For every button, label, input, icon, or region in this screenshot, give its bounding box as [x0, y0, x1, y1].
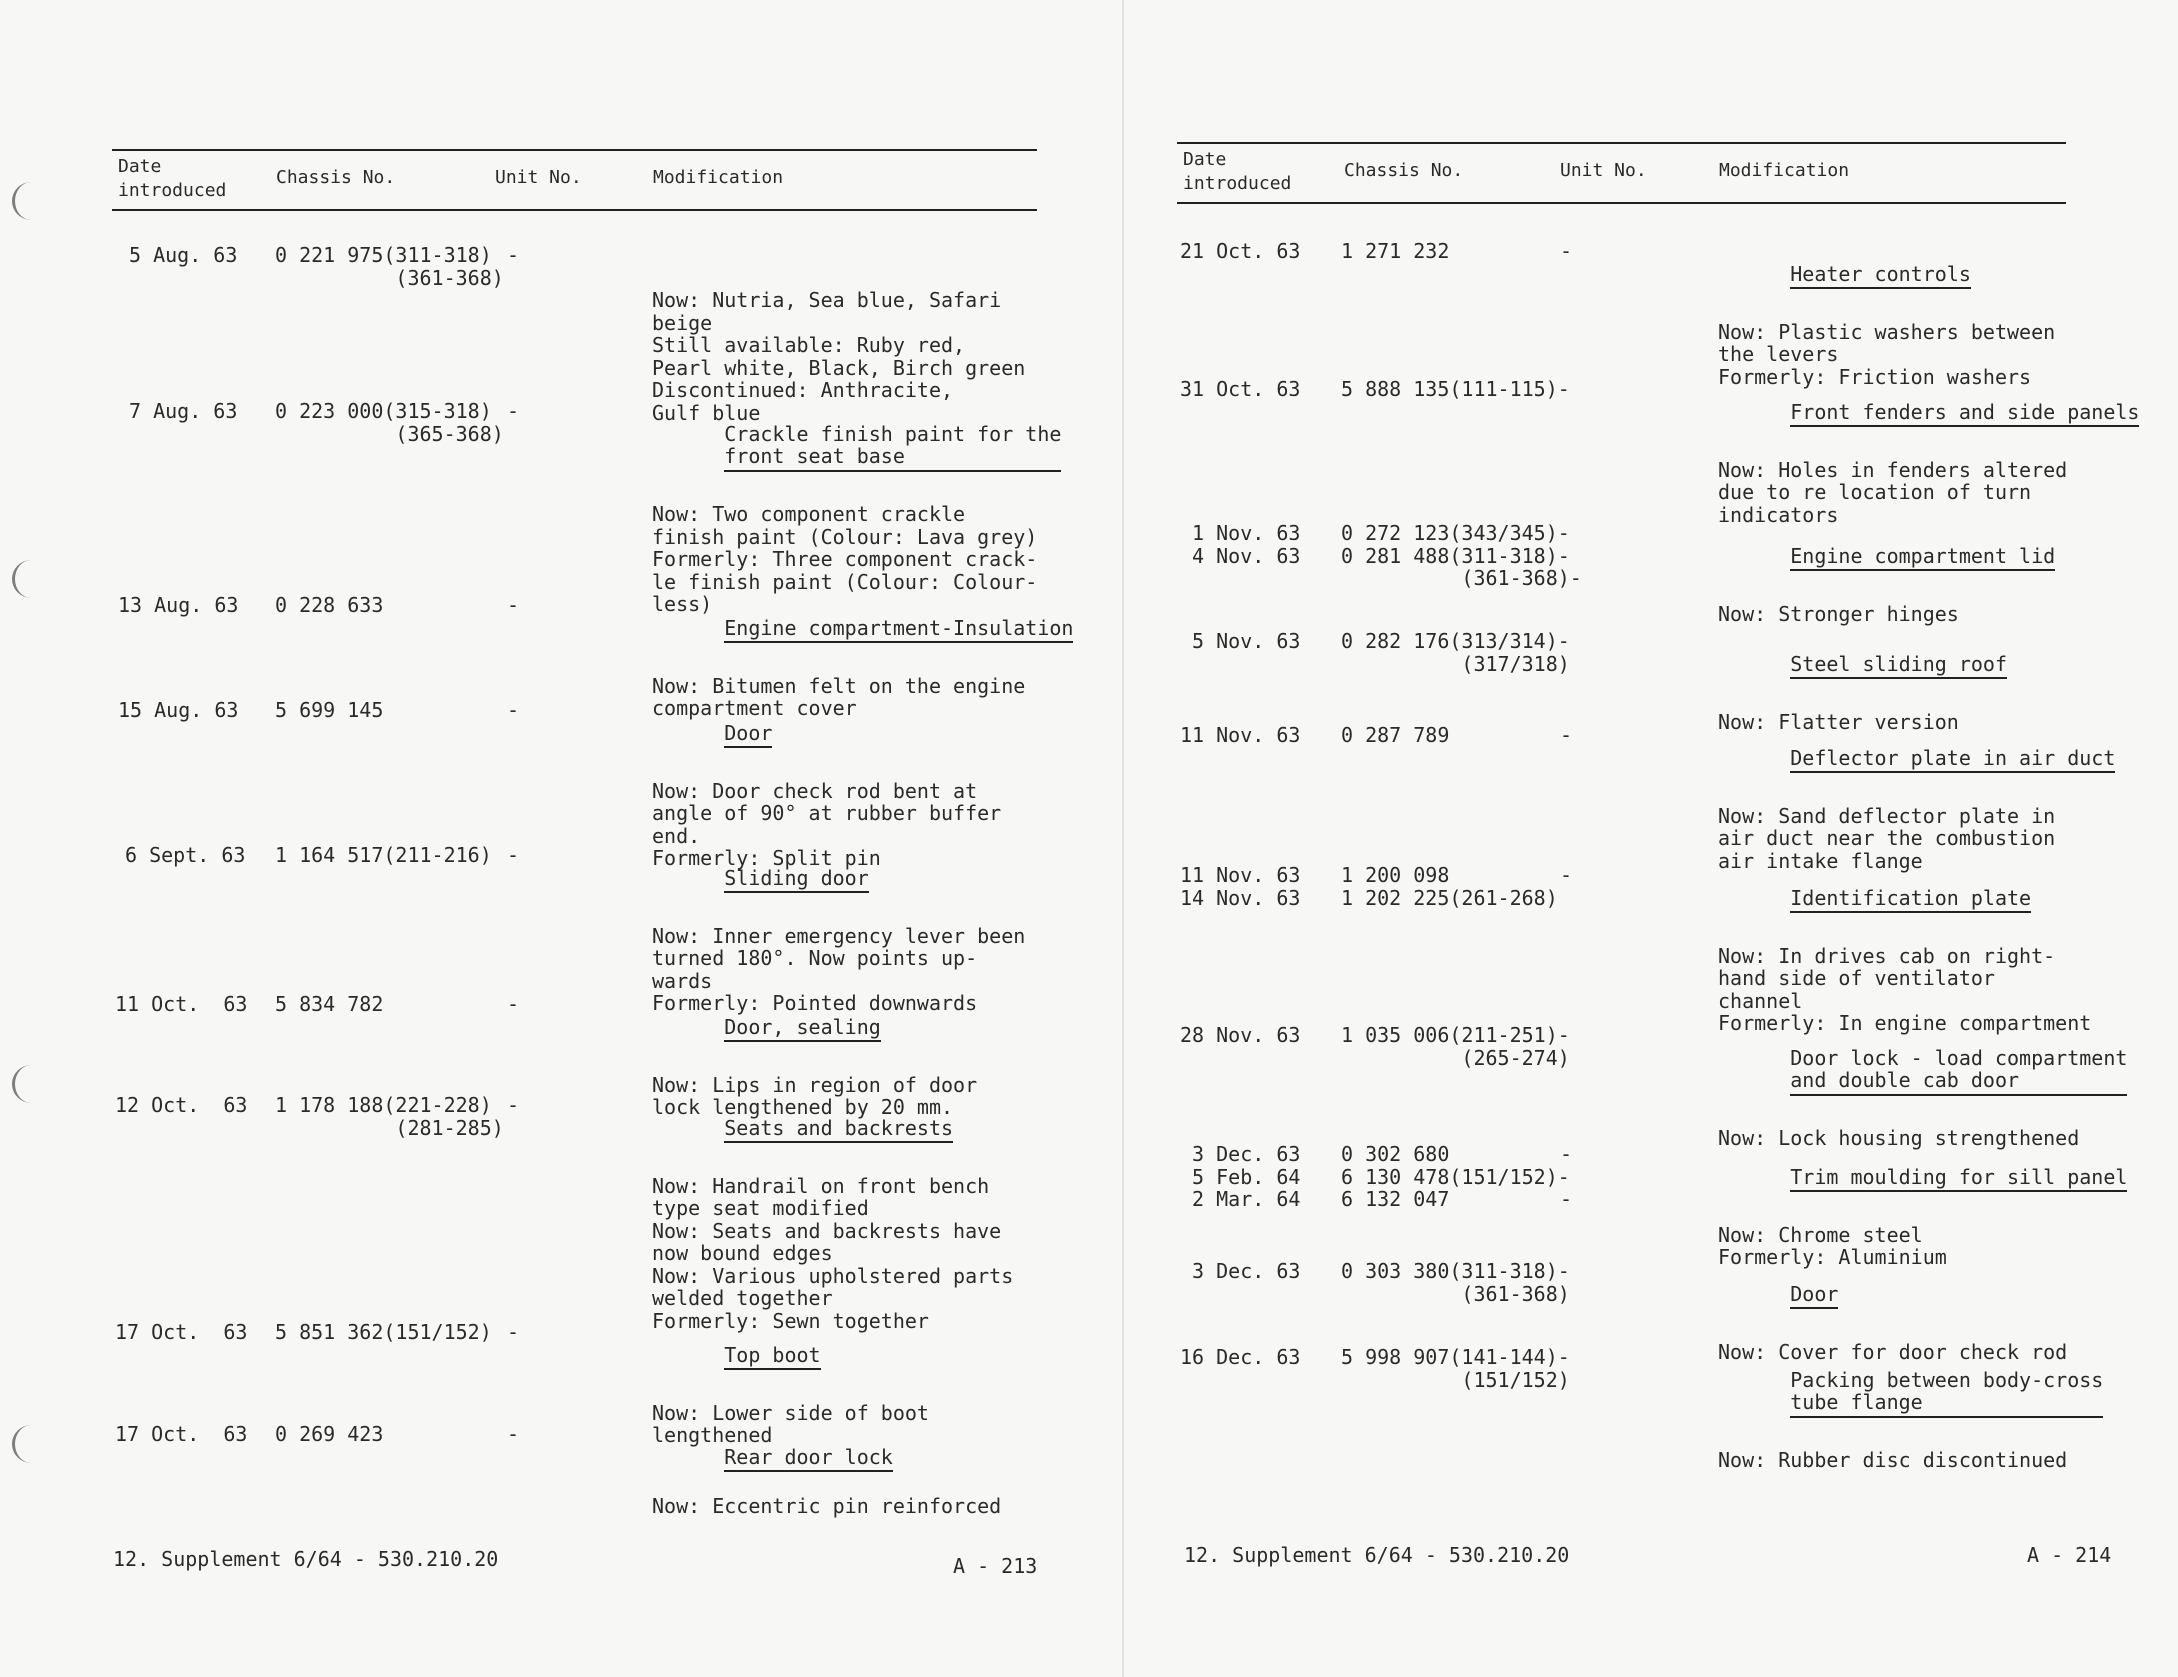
modification-description: Now: Stronger hinges: [1718, 601, 1959, 626]
modification-description: Now: Rubber disc discontinued: [1718, 1448, 2068, 1472]
modification-description: Now: Lock housing strengthened: [1718, 1126, 2080, 1150]
unit-cell: -: [1560, 723, 1573, 747]
modification-description: Now: Cover for door check rod: [1718, 1339, 2068, 1364]
date-cell: 7 Aug. 63: [129, 399, 238, 423]
modification-title: Door lock - load compartment and double cab door: [1790, 1047, 2127, 1096]
chassis-cell: 5 699 145: [275, 698, 384, 722]
modification-title: Front fenders and side panels: [1790, 401, 2139, 428]
chassis-cell: 0 228 633: [275, 593, 384, 617]
modification-title: Rear door lock: [724, 1446, 893, 1473]
unit-cell: -: [507, 1320, 520, 1344]
modification-description: Now: Lips in region of door lock lengthened by 20 mm.: [652, 1072, 978, 1119]
modification-description: Now: Nutria, Sea blue, Safari beige Still available: Ruby red, Pearl white, Black, Birch green Discontinued: Anthracite, Gulf blue: [652, 288, 1026, 425]
chassis-cell: 0 221 975(311-318) (361-368): [275, 243, 504, 290]
modification-title: Engine compartment-Insulation: [724, 617, 1073, 644]
unit-cell: -: [507, 843, 520, 867]
header-unit: Unit No.: [1560, 160, 1647, 181]
date-cell: 5 Nov. 63: [1180, 629, 1301, 653]
modification-title: Deflector plate in air duct: [1790, 747, 2115, 774]
modification-description: Now: Chrome steel Formerly: Aluminium: [1718, 1222, 1947, 1269]
modification-title: Top boot: [724, 1344, 820, 1371]
date-cell: 17 Oct. 63: [115, 1320, 248, 1344]
modification-title: Crackle finish paint for the front seat base: [724, 423, 1061, 472]
unit-cell: -: [507, 992, 520, 1016]
modification-title: Engine compartment lid: [1790, 545, 2055, 572]
modification-title: Seats and backrests: [724, 1117, 953, 1144]
modification-title: Steel sliding roof: [1790, 653, 2007, 680]
modification-description: Now: Inner emergency lever been turned 180°. Now points up- wards Formerly: Pointed downwards: [652, 923, 1026, 1015]
modification-title: Door: [724, 722, 772, 749]
modification-cell: [652, 1423, 1001, 1562]
header-modification: Modification: [653, 167, 784, 188]
date-cell: 28 Nov. 63: [1180, 1023, 1301, 1047]
punch-hole-mark: [12, 1425, 37, 1463]
chassis-cell: 5 834 782: [275, 992, 384, 1016]
chassis-cell: 5 888 135(111-115)-: [1341, 377, 1570, 401]
modification-description: Now: Sand deflector plate in air duct near the combustion air intake flange: [1718, 803, 2056, 873]
modification-title: Identification plate: [1790, 887, 2031, 914]
right-page: [1122, 0, 2178, 1677]
modification-title: Packing between body-cross tube flange: [1790, 1369, 2103, 1418]
modification-description: Now: Plastic washers between the levers Formerly: Friction washers: [1718, 319, 2056, 389]
date-cell: 3 Dec. 63: [1180, 1259, 1301, 1283]
modification-description: Now: Door check rod bent at angle of 90° at rubber buffer end. Formerly: Split pin: [652, 778, 1002, 870]
modification-description: Now: Holes in fenders altered due to re location of turn indicators: [1718, 457, 2068, 527]
date-cell: 3 Dec. 63 5 Feb. 64 2 Mar. 64: [1192, 1142, 1301, 1211]
unit-cell: -: [507, 399, 520, 423]
date-cell: 13 Aug. 63: [118, 593, 239, 617]
chassis-cell: 0 272 123(343/345)- 0 281 488(311-318)- (361-368)-: [1341, 521, 1582, 590]
header-modification: Modification: [1719, 160, 1850, 181]
modification-title: Sliding door: [724, 867, 869, 894]
footer-page-number: A - 213: [953, 1554, 1038, 1578]
chassis-cell: 0 269 423: [275, 1422, 384, 1446]
modification-description: Now: Eccentric pin reinforced: [652, 1493, 1002, 1518]
date-cell: 12 Oct. 63: [115, 1093, 248, 1117]
chassis-cell: 1 035 006(211-251)- (265-274): [1341, 1023, 1570, 1070]
header-chassis: Chassis No.: [1344, 160, 1464, 181]
modification-title: Door, sealing: [724, 1016, 881, 1043]
modification-description: Now: Two component crackle finish paint (Colour: Lava grey) Formerly: Three component crack- le finish paint (Colour: Colour- less): [652, 502, 1038, 616]
modification-description: Now: In drives cab on right- hand side of ventilator channel Formerly: In engine compartment: [1718, 943, 2092, 1035]
date-cell: 31 Oct. 63: [1180, 377, 1301, 401]
date-cell: 17 Oct. 63: [115, 1422, 248, 1446]
date-cell: 1 Nov. 63 4 Nov. 63: [1192, 521, 1301, 568]
modification-description: Now: Lower side of boot lengthened: [652, 1400, 929, 1447]
header-date: Date introduced: [118, 156, 227, 201]
header-date: Date introduced: [1183, 149, 1292, 194]
date-cell: 15 Aug. 63: [118, 698, 239, 722]
unit-cell: -: [507, 243, 520, 267]
modification-title: Trim moulding for sill panel: [1790, 1166, 2127, 1193]
header-chassis: Chassis No.: [276, 167, 396, 188]
chassis-cell: 1 164 517(211-216): [275, 843, 492, 867]
footer-supplement: 12. Supplement 6/64 - 530.210.20: [113, 1547, 499, 1571]
chassis-cell: 0 303 380(311-318)- (361-368): [1341, 1259, 1570, 1306]
unit-cell: -: [507, 593, 520, 617]
unit-cell: - -: [1560, 1142, 1573, 1211]
chassis-cell: 1 200 098 1 202 225(261-268): [1341, 863, 1558, 910]
punch-hole-mark: [12, 560, 37, 598]
chassis-cell: 0 282 176(313/314)- (317/318): [1341, 629, 1570, 676]
header-unit: Unit No.: [495, 167, 582, 188]
modification-description: Now: Flatter version: [1718, 709, 1959, 734]
unit-cell: -: [1560, 239, 1573, 263]
chassis-cell: 5 851 362(151/152): [275, 1320, 492, 1344]
modification-description: Now: Bitumen felt on the engine compartment cover: [652, 673, 1026, 720]
chassis-cell: 5 998 907(141-144)- (151/152): [1341, 1345, 1570, 1392]
unit-cell: -: [507, 1093, 520, 1117]
unit-cell: -: [1560, 863, 1573, 887]
table-header: [1177, 142, 2066, 204]
chassis-cell: 1 271 232: [1341, 239, 1450, 263]
table-header: [112, 149, 1037, 211]
date-cell: 11 Nov. 63 14 Nov. 63: [1180, 863, 1301, 910]
modification-cell: [1718, 1346, 2103, 1517]
chassis-cell: 0 223 000(315-318) (365-368): [275, 399, 504, 446]
punch-hole-mark: [12, 1065, 37, 1103]
unit-cell: -: [507, 698, 520, 722]
date-cell: 21 Oct. 63: [1180, 239, 1301, 263]
footer-supplement: 12. Supplement 6/64 - 530.210.20: [1184, 1543, 1570, 1567]
modification-description: Now: Handrail on front bench type seat modified Now: Seats and backrests have now bound edges Now: Various upholstered parts welded together Formerly: Sewn together: [652, 1173, 1014, 1333]
chassis-cell: 0 287 789: [1341, 723, 1450, 747]
date-cell: 16 Dec. 63: [1180, 1345, 1301, 1369]
unit-cell: -: [507, 1422, 520, 1446]
date-cell: 5 Aug. 63: [129, 243, 238, 267]
punch-hole-mark: [12, 182, 37, 220]
date-cell: 11 Nov. 63: [1180, 723, 1301, 747]
date-cell: 6 Sept. 63: [125, 843, 246, 867]
modification-title: Door: [1790, 1283, 1838, 1310]
footer-page-number: A - 214: [2027, 1543, 2112, 1567]
modification-title: Heater controls: [1790, 263, 1971, 290]
date-cell: 11 Oct. 63: [115, 992, 248, 1016]
chassis-cell: 1 178 188(221-228) (281-285): [275, 1093, 504, 1140]
chassis-cell: 0 302 680 6 130 478(151/152)- 6 132 047: [1341, 1142, 1570, 1211]
